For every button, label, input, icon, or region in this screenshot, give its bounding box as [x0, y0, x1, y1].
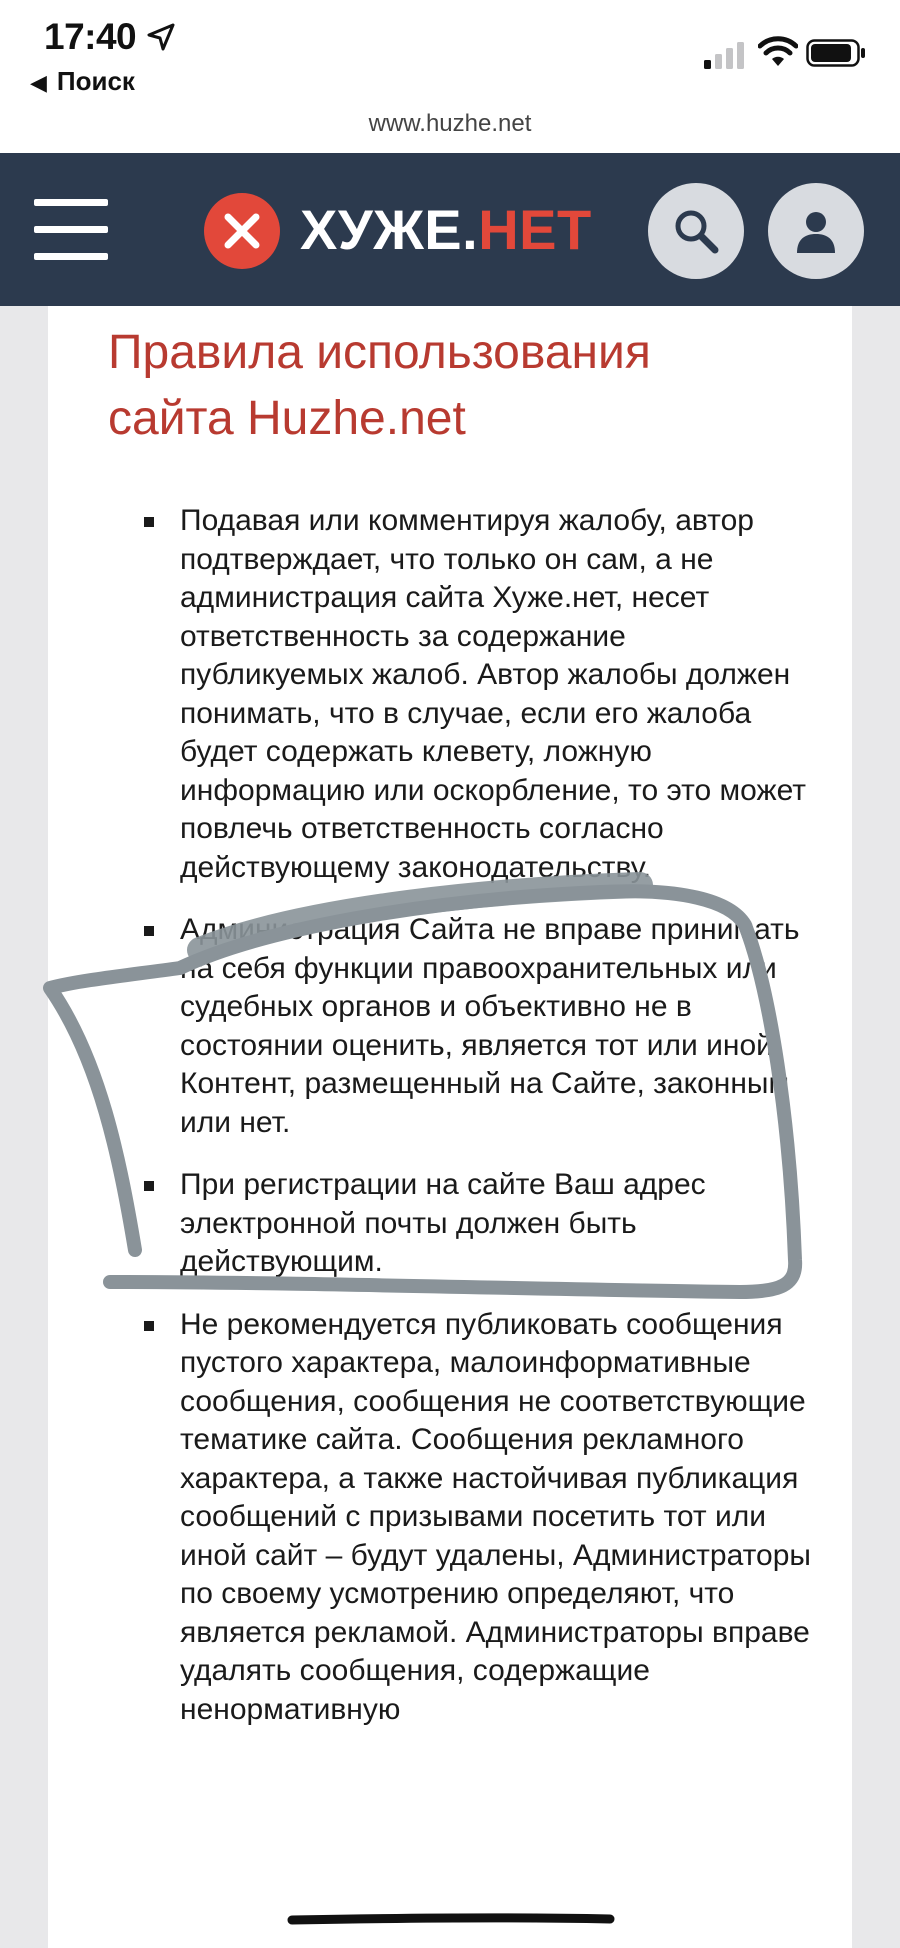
menu-line-icon — [34, 199, 108, 206]
search-button[interactable] — [648, 183, 744, 279]
site-logo[interactable] — [300, 197, 592, 262]
bullet-icon — [144, 517, 154, 527]
location-arrow-icon — [146, 22, 176, 52]
rules-list — [48, 502, 852, 1753]
cellular-signal-icon — [702, 40, 746, 70]
address-bar[interactable] — [0, 108, 900, 153]
rule-item — [48, 1306, 852, 1730]
content-card — [48, 306, 852, 1948]
back-triangle-icon: ◀ — [30, 70, 47, 95]
rule-text: Не рекомендуется публиковать сообщения пустого характера, малоинформативные сообщения, сообщения не соответствующие тематике сайта. Сообщения рекламного характера, а также настойчивая публикация сообщений с призывами посетить тот или иной сайт – будут удалены, Администраторы по своему усмотрению определяют, что является рекламой. Администраторы вправе удалять сообщения, содержащие ненормативную — [180, 1307, 811, 1726]
logo-main-text: ХУЖЕ. — [300, 198, 479, 261]
status-time: 17:40 — [44, 16, 137, 57]
rule-item — [48, 911, 852, 1142]
page-title — [108, 320, 808, 452]
wifi-icon — [758, 36, 798, 70]
user-icon — [790, 205, 842, 257]
rule-item — [48, 502, 852, 887]
menu-line-icon — [34, 226, 108, 233]
site-header — [0, 153, 900, 306]
page-title-line-1: Правила использования — [108, 326, 651, 379]
profile-button[interactable] — [768, 183, 864, 279]
status-bar — [0, 0, 900, 108]
bullet-icon — [144, 926, 154, 936]
back-to-search-link[interactable] — [30, 66, 135, 97]
rule-item — [48, 1166, 852, 1282]
hamburger-menu-button[interactable] — [34, 199, 108, 261]
bullet-icon — [144, 1181, 154, 1191]
logo-accent-text: НЕТ — [478, 198, 592, 261]
logo-x-icon[interactable] — [204, 193, 280, 269]
rule-text: Подавая или комментируя жалобу, автор подтверждает, что только он сам, а не администрация сайта Хуже.нет, несет ответственность за содержание публикуемых жалоб. Автор жалобы должен понимать, что в случае, если его жалоба будет содержать клевету, ложную информацию или оскорбление, то это может повлечь ответственность согласно действующему законодательству. — [180, 504, 807, 884]
search-icon — [670, 205, 722, 257]
rule-text: При регистрации на сайте Ваш адрес электронной почты должен быть действующим. — [180, 1168, 706, 1278]
x-mark-icon — [204, 193, 280, 269]
address-bar-url: www.huzhe.net — [368, 110, 532, 137]
page-title-line-2: сайта Huzhe.net — [108, 392, 466, 445]
back-link-label: Поиск — [56, 66, 135, 96]
rule-text: Администрация Сайта не вправе принимать на себя функции правоохранительных или судебных органов и объективно не в состоянии оценить, является тот или иной Контент, размещенный на Сайте, законным или нет. — [180, 913, 800, 1139]
menu-line-icon — [34, 253, 108, 260]
bullet-icon — [144, 1321, 154, 1331]
battery-icon — [806, 38, 866, 68]
